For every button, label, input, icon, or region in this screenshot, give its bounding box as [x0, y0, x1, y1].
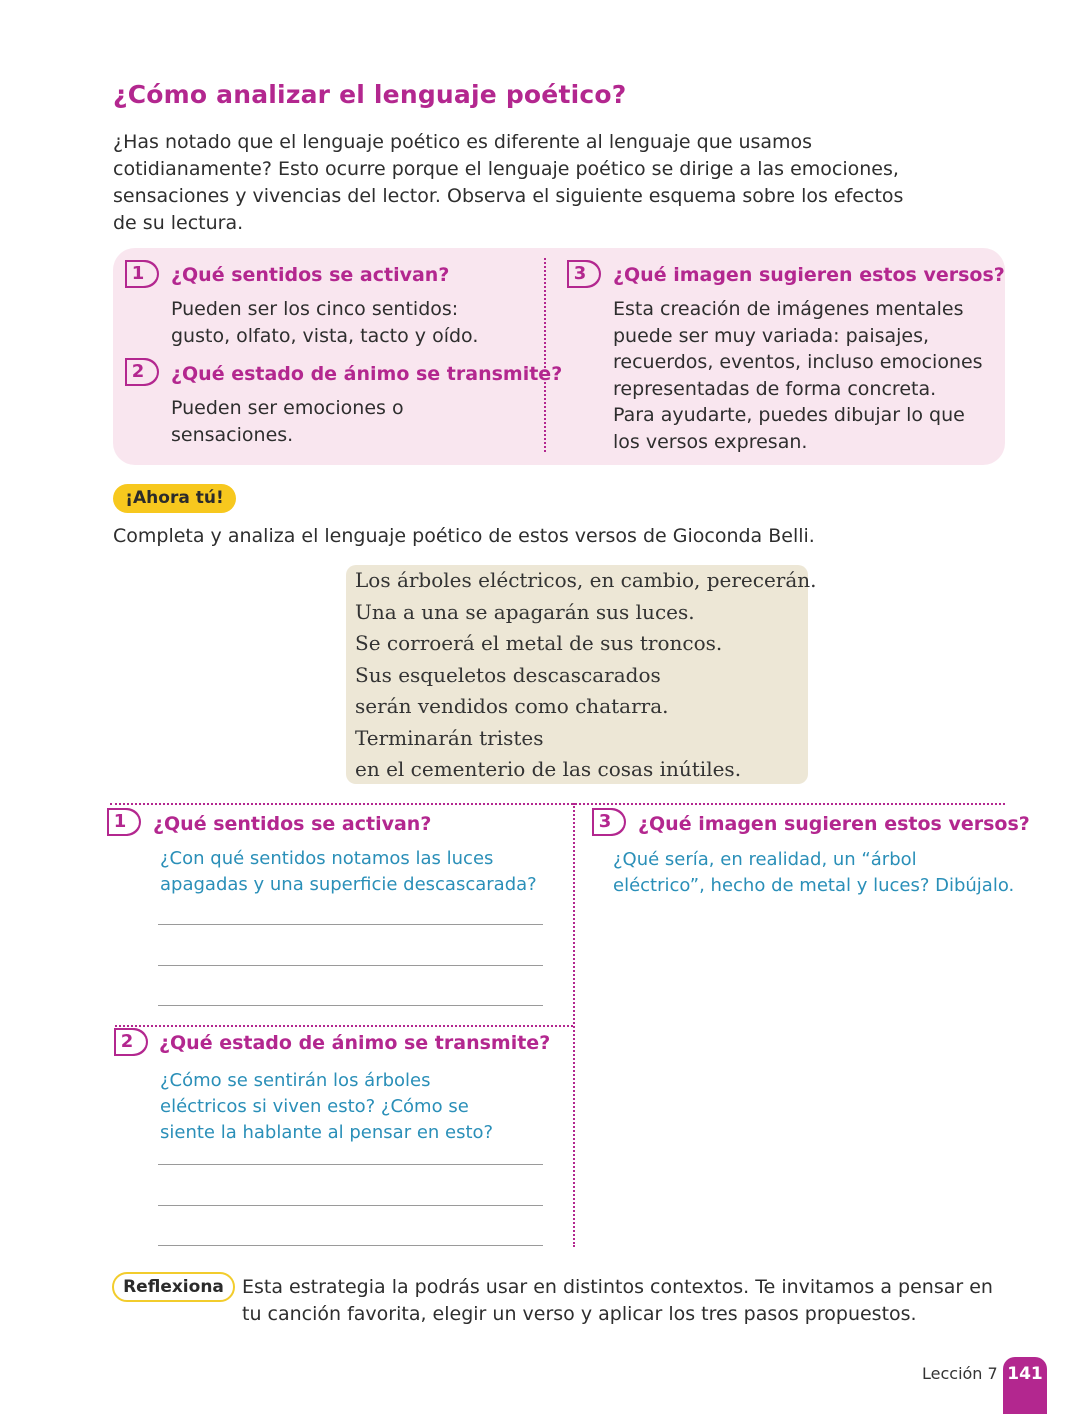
- step-3-number-icon: 3: [567, 260, 599, 288]
- intro-line: cotidianamente? Esto ocurre porque el lenguaje poético se dirige a las emociones,: [113, 158, 899, 180]
- step-1-heading: ¿Qué sentidos se activan?: [171, 264, 450, 286]
- step-1-text: Pueden ser los cinco sentidos: gusto, olfato, vista, tacto y oído.: [171, 298, 479, 347]
- q1-number-icon: 1: [107, 808, 139, 836]
- q1-answer-line-1[interactable]: [158, 924, 543, 925]
- step-2-number-icon: 2: [125, 358, 157, 386]
- activity-instruction: Completa y analiza el lenguaje poético de estos versos de Gioconda Belli.: [113, 525, 815, 547]
- intro-paragraph: [113, 129, 913, 237]
- poem-line: Terminarán tristes: [355, 726, 544, 750]
- q2-answer-line-1[interactable]: [158, 1164, 543, 1165]
- step-3-heading: ¿Qué imagen sugieren estos versos?: [613, 264, 1005, 286]
- reflexiona-text: Esta estrategia la podrás usar en distintos contextos. Te invitamos a pensar en tu canción favorita, elegir un verso y aplicar los tres pasos propuestos.: [242, 1276, 993, 1325]
- poem-line: Se corroerá el metal de sus troncos.: [355, 631, 723, 655]
- step-1-number-icon: 1: [125, 260, 157, 288]
- exercise-q2-border: [115, 1025, 573, 1027]
- ahora-tu-badge: ¡Ahora tú!: [113, 484, 236, 513]
- intro-line: de su lectura.: [113, 212, 244, 234]
- reflexiona-badge: Reflexiona: [112, 1272, 235, 1302]
- q1-heading: ¿Qué sentidos se activan?: [153, 813, 432, 835]
- step-3-text: Esta creación de imágenes mentales puede ser muy variada: paisajes, recuerdos, eventos, incluso emociones representadas de forma concreta. Para ayudarte, puedes dibujar lo que los versos expresan.: [613, 298, 983, 453]
- q2-number-icon: 2: [114, 1028, 146, 1056]
- poem-line: en el cementerio de las cosas inútiles.: [355, 757, 742, 781]
- q2-heading: ¿Qué estado de ánimo se transmite?: [159, 1032, 551, 1054]
- step-2-heading: ¿Qué estado de ánimo se transmite?: [171, 363, 563, 385]
- step-2-text: Pueden ser emociones o sensaciones.: [171, 397, 404, 446]
- q3-number-icon: 3: [592, 808, 624, 836]
- q3-drawing-area[interactable]: [580, 905, 1005, 1245]
- poem-line: Sus esqueletos descascarados: [355, 663, 661, 687]
- scheme-divider: [544, 258, 546, 452]
- lesson-label: Lección 7: [922, 1364, 998, 1383]
- poem-box: [346, 565, 817, 784]
- q2-prompt: ¿Cómo se sentirán los árboles eléctricos si viven esto? ¿Cómo se siente la hablante al pensar en esto?: [160, 1070, 494, 1143]
- intro-line: ¿Has notado que el lenguaje poético es diferente al lenguaje que usamos: [113, 131, 813, 153]
- q1-answer-line-3[interactable]: [158, 1005, 543, 1006]
- q1-answer-line-2[interactable]: [158, 965, 543, 966]
- intro-line: sensaciones y vivencias del lector. Observa el siguiente esquema sobre los efectos: [113, 185, 904, 207]
- exercise-top-border: [110, 803, 1005, 805]
- poem-line: Los árboles eléctricos, en cambio, perecerán.: [355, 568, 817, 592]
- poem-line: serán vendidos como chatarra.: [355, 694, 669, 718]
- q2-answer-line-2[interactable]: [158, 1205, 543, 1206]
- page-title: ¿Cómo analizar el lenguaje poético?: [113, 80, 627, 109]
- q1-prompt: ¿Con qué sentidos notamos las luces apagadas y una superficie descascarada?: [160, 848, 537, 895]
- q2-answer-line-3[interactable]: [158, 1245, 543, 1246]
- poem-line: Una a una se apagarán sus luces.: [355, 600, 695, 624]
- q3-heading: ¿Qué imagen sugieren estos versos?: [638, 813, 1030, 835]
- q3-prompt: ¿Qué sería, en realidad, un “árbol eléctrico”, hecho de metal y luces? Dibújalo.: [613, 849, 1015, 896]
- page-number: 141: [1003, 1357, 1047, 1414]
- exercise-column-divider: [573, 803, 575, 1247]
